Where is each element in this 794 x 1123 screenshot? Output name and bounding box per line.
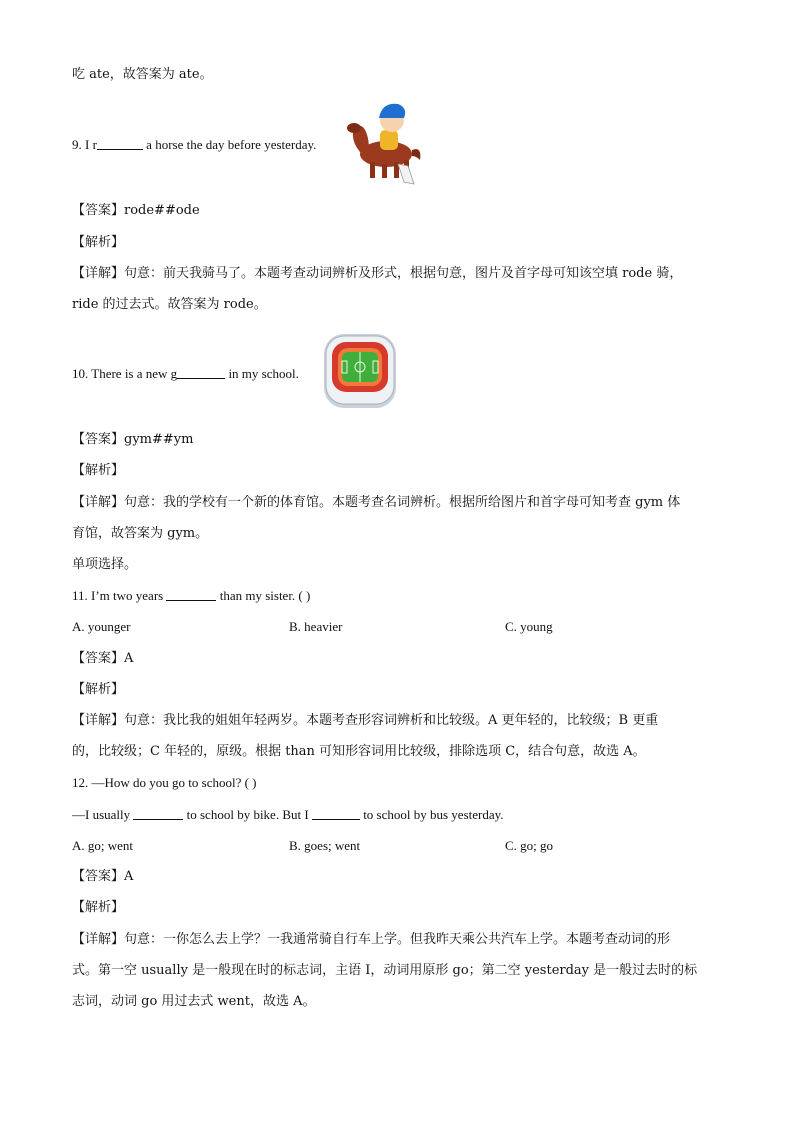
detail-line: 【详解】句意：我比我的姐姐年轻两岁。本题考查形容词辨析和比较级。A 更年轻的，比较级；B 更重: [72, 713, 659, 728]
question-10: [72, 365, 299, 383]
analysis-label: 【解析】: [72, 900, 125, 915]
detail-line: 的，比较级；C 年轻的，原级。根据 than 可知形容词用比较级，排除选项 C，结合句意，故选 A。: [72, 744, 646, 759]
option-a: A. younger: [72, 619, 131, 634]
answer-blank: [133, 807, 183, 820]
answer-blank: [312, 807, 360, 820]
question-9: [72, 136, 316, 154]
option-c: C. go; go: [505, 838, 554, 853]
question-11: [72, 587, 310, 605]
answer-blank: [177, 366, 225, 379]
question-text: to school by bike. But I: [183, 807, 309, 822]
option-b: B. heavier: [289, 619, 343, 634]
question-text: 11. I’m two years: [72, 588, 164, 603]
analysis-label: 【解析】: [72, 235, 125, 250]
question-text: in my school.: [225, 366, 299, 381]
question-text: 10. There is a new g: [72, 366, 178, 381]
question-text: than my sister. ( ): [216, 588, 311, 603]
question-text: a horse the day before yesterday.: [142, 137, 317, 152]
option-a: A. go; went: [72, 838, 134, 853]
question-text: —I usually: [72, 807, 131, 822]
answer-line: 【答案】A: [72, 651, 134, 666]
answer-line: 【答案】A: [72, 869, 134, 884]
answer-line: 【答案】gym##ym: [72, 432, 194, 447]
question-text: to school by bus yesterday.: [359, 807, 504, 822]
option-c: C. young: [505, 619, 553, 634]
horse-rider-image: [342, 96, 424, 190]
section-heading: 单项选择。: [72, 557, 138, 572]
stadium-image: [320, 330, 400, 412]
option-b: B. goes; went: [289, 838, 361, 853]
detail-line: 式。第一空 usually 是一般现在时的标志词，主语 I，动词用原形 go；第二空 yesterday 是一般过去时的标: [72, 963, 698, 978]
question-12-dialogue: [72, 806, 504, 824]
question-text: 9. I r: [72, 137, 97, 152]
detail-line: 【详解】句意：前天我骑马了。本题考查动词辨析及形式，根据句意，图片及首字母可知该空填 rode 骑，: [72, 266, 683, 281]
analysis-label: 【解析】: [72, 682, 125, 697]
detail-line: 志词，动词 go 用过去式 went，故选 A。: [72, 994, 316, 1009]
question-12: 12. —How do you go to school? ( ): [72, 775, 257, 790]
detail-line: ride 的过去式。故答案为 rode。: [72, 297, 267, 312]
answer-blank: [97, 137, 143, 150]
detail-line: 【详解】句意：一你怎么去上学？一我通常骑自行车上学。但我昨天乘公共汽车上学。本题考查动词的形: [72, 932, 671, 947]
answer-line: 【答案】rode##ode: [72, 203, 200, 218]
analysis-label: 【解析】: [72, 463, 125, 478]
detail-line: 【详解】句意：我的学校有一个新的体育馆。本题考查名词辨析。根据所给图片和首字母可知考查 gym 体: [72, 495, 681, 510]
text-line: 吃 ate，故答案为 ate。: [72, 67, 213, 82]
detail-line: 育馆，故答案为 gym。: [72, 526, 209, 541]
answer-blank: [166, 588, 216, 601]
